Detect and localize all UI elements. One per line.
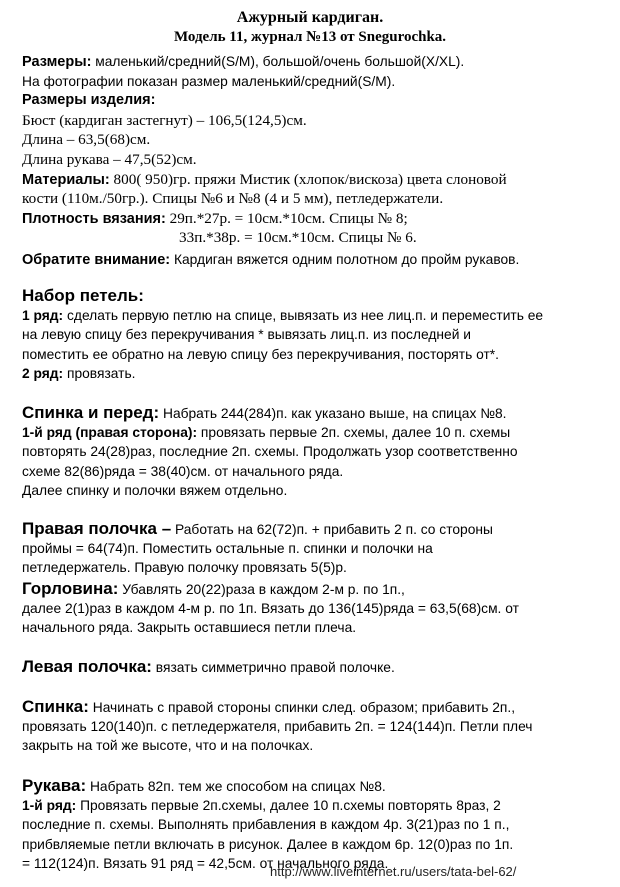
right-front-line2: проймы = 64(74)п. Поместить остальные п. спинки и полочки на xyxy=(22,540,433,556)
sleeves-row1-line1: Провязать первые 2п.схемы, далее 10 п.схемы повторять 8раз, 2 xyxy=(76,797,501,813)
back-section xyxy=(22,697,614,756)
back-front-row1-line1: провязать первые 2п. схемы, далее 10 п. схемы xyxy=(197,424,511,440)
back-front-heading: Спинка и перед: xyxy=(22,403,160,422)
sleeves-row1-line2: последние п. схемы. Выполнять прибавления в каждом 4р. 3(21)раз по 1 п., xyxy=(22,817,510,833)
gauge-line1: 29п.*27р. = 10см.*10см. Спицы № 8; xyxy=(165,209,408,227)
sleeves-line1: Набрать 82п. тем же способом на спицах №8. xyxy=(86,779,386,794)
cast-on-heading: Набор петель: xyxy=(22,286,144,305)
neckline-section xyxy=(22,579,614,638)
cast-on-row1-line2: на левую спицу без перекручивания * вывязать лиц.п. из последней и xyxy=(22,327,471,343)
left-front-section xyxy=(22,657,614,677)
specs-section xyxy=(22,52,614,270)
materials-label: Материалы: xyxy=(22,171,110,188)
back-front-row1-line2: повторять 24(28)раз, последние 2п. схемы. Продолжать узор соответственно xyxy=(22,444,518,460)
photo-note: На фотографии показан размер маленький/средний(S/M). xyxy=(22,73,396,89)
materials-line1: 800( 950)гр. пряжи Мистик (хлопок/вискоза) цвета слоновой xyxy=(109,170,507,188)
back-front-line1: Набрать 244(284)п. как указано выше, на спицах №8. xyxy=(159,406,507,421)
sleeve-length: Длина рукава – 47,5(52)см. xyxy=(22,150,197,168)
back-line2: провязать 120(140)п. с петледержателя, прибавить 2п. = 124(144)п. Петли плеч xyxy=(22,718,533,734)
left-front-heading: Левая полочка: xyxy=(22,657,152,676)
source-watermark: http://www.liveinternet.ru/users/tata-bel-62/ xyxy=(270,864,517,879)
bust-size: Бюст (кардиган застегнут) – 106,5(124,5)см. xyxy=(22,111,307,129)
back-line3: закрыть на той же высоте, что и на полочках. xyxy=(22,738,314,754)
cast-on-section xyxy=(22,286,614,384)
neckline-line2: далее 2(1)раз в каждом 4-м р. по 1п. Вязать до 136(145)ряда = 63,5(68)см. от xyxy=(22,600,519,616)
attention-label: Обратите внимание: xyxy=(22,251,171,268)
product-sizes-heading: Размеры изделия: xyxy=(22,92,156,109)
sleeves-row1-line3: прибвляемые петли включать в рисунок. Далее в каждом 6р. 12(0)раз по 1п. xyxy=(22,836,514,852)
cast-on-row1-line3: поместить ее обратно на левую спицу без перекручивания, посторять от*. xyxy=(22,346,500,362)
gauge-line2: 33п.*38р. = 10см.*10см. Спицы № 6. xyxy=(179,229,417,247)
right-front-section xyxy=(22,519,614,578)
back-heading: Спинка: xyxy=(22,697,89,716)
right-front-heading: Правая полочка – xyxy=(22,519,172,538)
sleeves-heading: Рукава: xyxy=(22,776,87,795)
cast-on-row2-value: провязать. xyxy=(63,366,136,382)
back-front-section xyxy=(22,403,614,501)
sleeves-row1-label: 1-й ряд: xyxy=(22,797,77,813)
sleeves-section xyxy=(22,776,614,874)
neckline-heading: Горловина: xyxy=(22,579,119,598)
left-front-value: вязать симметрично правой полочке. xyxy=(151,660,395,675)
neckline-line1: Убавлять 20(22)раза в каждом 2-м р. по 1п., xyxy=(118,582,405,597)
back-front-row1-line3: схеме 82(86)ряда = 38(40)см. от начального ряда. xyxy=(22,463,344,479)
back-front-row1-line4: Далее спинку и полочки вяжем отдельно. xyxy=(22,483,288,499)
right-front-line1: Работать на 62(72)п. + прибавить 2 п. со стороны xyxy=(171,522,493,537)
neckline-line3: начального ряда. Закрыть оставшиеся петли плеча. xyxy=(22,620,357,636)
back-line1: Начинать с правой стороны спинки след. образом; прибавить 2п., xyxy=(88,700,516,715)
length-size: Длина – 63,5(68)см. xyxy=(22,131,151,149)
sizes-value: маленький/средний(S/M), большой/очень большой(X/XL). xyxy=(91,54,465,69)
document-subtitle: Модель 11, журнал №13 от Snegurochka. xyxy=(173,29,447,45)
cast-on-row1-label: 1 ряд: xyxy=(22,307,64,323)
cast-on-row2-label: 2 ряд: xyxy=(22,366,64,382)
document-title: Ажурный кардиган. xyxy=(236,9,384,26)
gauge-label: Плотность вязания: xyxy=(22,210,166,227)
attention-value: Кардиган вяжется одним полотном до пройм рукавов. xyxy=(170,251,520,267)
materials-line2: кости (110м./50гр.). Спицы №6 и №8 (4 и 5 мм), петледержатели. xyxy=(22,190,444,208)
back-front-row1-label: 1-й ряд (правая сторона): xyxy=(22,424,198,440)
cast-on-row1-line1: сделать первую петлю на спице, вывязать из нее лиц.п. и переместить ее xyxy=(63,307,544,323)
sleeves-row1-line4: = 112(124)п. Вязать 91 ряд = 42,5см. от начального ряда. xyxy=(22,856,389,872)
sizes-label: Размеры: xyxy=(22,54,92,70)
right-front-line3: петледержатель. Правую полочку провязать 5(5)р. xyxy=(22,560,347,576)
